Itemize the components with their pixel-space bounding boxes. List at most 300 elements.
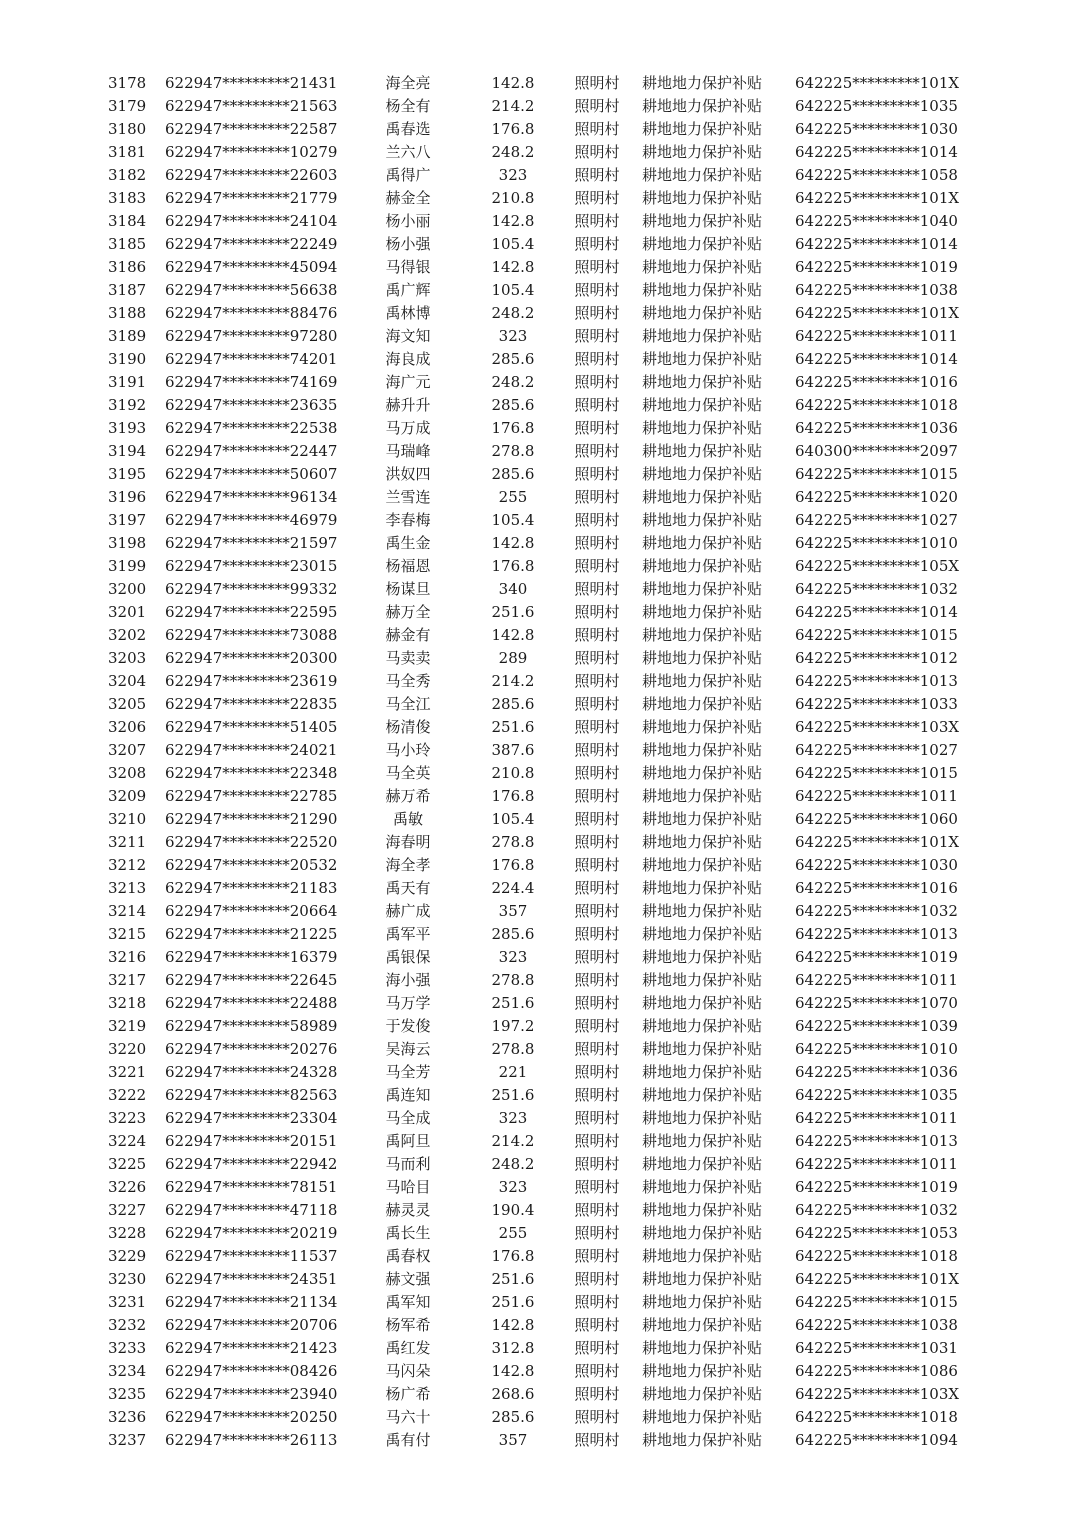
subsidy-amount: 210.8: [491, 189, 535, 207]
row-number: 3224: [108, 1132, 147, 1150]
subsidy-type: 耕地地力保护补贴: [642, 580, 763, 598]
person-name: 海良成: [385, 350, 431, 368]
account-number: 622947*********46979: [165, 511, 338, 529]
subsidy-amount: 176.8: [491, 787, 535, 805]
id-number: 642225*********1011: [795, 971, 958, 989]
row-number: 3196: [108, 488, 147, 506]
village-name: 照明村: [574, 511, 620, 529]
table-row: [0, 279, 1074, 302]
subsidy-type: 耕地地力保护补贴: [642, 258, 763, 276]
person-name: 兰六八: [385, 143, 431, 161]
person-name: 马六十: [385, 1408, 431, 1426]
subsidy-type: 耕地地力保护补贴: [642, 718, 763, 736]
id-number: 642225*********1018: [795, 1408, 958, 1426]
table-row: [0, 969, 1074, 992]
table-row: [0, 1291, 1074, 1314]
account-number: 622947*********22538: [165, 419, 338, 437]
subsidy-type: 耕地地力保护补贴: [642, 557, 763, 575]
person-name: 禹生金: [385, 534, 431, 552]
person-name: 吴海云: [385, 1040, 431, 1058]
subsidy-amount: 285.6: [491, 396, 535, 414]
account-number: 622947*********22488: [165, 994, 338, 1012]
subsidy-amount: 323: [498, 1178, 528, 1196]
table-row: [0, 647, 1074, 670]
row-number: 3209: [108, 787, 147, 805]
village-name: 照明村: [574, 74, 620, 92]
table-row: [0, 1176, 1074, 1199]
account-number: 622947*********74201: [165, 350, 338, 368]
id-number: 642225*********1038: [795, 1316, 958, 1334]
row-number: 3178: [108, 74, 147, 92]
village-name: 照明村: [574, 741, 620, 759]
person-name: 杨小丽: [385, 212, 431, 230]
subsidy-type: 耕地地力保护补贴: [642, 442, 763, 460]
subsidy-type: 耕地地力保护补贴: [642, 879, 763, 897]
row-number: 3179: [108, 97, 147, 115]
subsidy-type: 耕地地力保护补贴: [642, 1063, 763, 1081]
account-number: 622947*********21183: [165, 879, 338, 897]
village-name: 照明村: [574, 1408, 620, 1426]
subsidy-amount: 176.8: [491, 1247, 535, 1265]
village-name: 照明村: [574, 166, 620, 184]
row-number: 3191: [108, 373, 147, 391]
person-name: 海小强: [385, 971, 431, 989]
id-number: 642225*********101X: [795, 74, 960, 92]
row-number: 3193: [108, 419, 147, 437]
village-name: 照明村: [574, 1063, 620, 1081]
id-number: 642225*********1027: [795, 511, 958, 529]
subsidy-type: 耕地地力保护补贴: [642, 327, 763, 345]
subsidy-type: 耕地地力保护补贴: [642, 396, 763, 414]
row-number: 3204: [108, 672, 147, 690]
village-name: 照明村: [574, 1178, 620, 1196]
row-number: 3202: [108, 626, 147, 644]
person-name: 禹林博: [385, 304, 431, 322]
subsidy-type: 耕地地力保护补贴: [642, 1270, 763, 1288]
village-name: 照明村: [574, 97, 620, 115]
subsidy-amount: 248.2: [491, 373, 535, 391]
subsidy-amount: 142.8: [491, 1316, 535, 1334]
table-row: [0, 1222, 1074, 1245]
table-row: [0, 302, 1074, 325]
row-number: 3207: [108, 741, 147, 759]
id-number: 642225*********103X: [795, 718, 960, 736]
subsidy-amount: 268.6: [491, 1385, 535, 1403]
id-number: 642225*********105X: [795, 557, 960, 575]
person-name: 禹长生: [385, 1224, 431, 1242]
account-number: 622947*********24021: [165, 741, 338, 759]
account-number: 622947*********22587: [165, 120, 338, 138]
table-row: [0, 1107, 1074, 1130]
row-number: 3212: [108, 856, 147, 874]
id-number: 642225*********1019: [795, 1178, 958, 1196]
subsidy-type: 耕地地力保护补贴: [642, 281, 763, 299]
row-number: 3192: [108, 396, 147, 414]
account-number: 622947*********21225: [165, 925, 338, 943]
account-number: 622947*********22520: [165, 833, 338, 851]
person-name: 赫灵灵: [385, 1201, 431, 1219]
subsidy-type: 耕地地力保护补贴: [642, 74, 763, 92]
subsidy-type: 耕地地力保护补贴: [642, 350, 763, 368]
village-name: 照明村: [574, 373, 620, 391]
subsidy-amount: 105.4: [491, 281, 535, 299]
village-name: 照明村: [574, 626, 620, 644]
account-number: 622947*********21290: [165, 810, 338, 828]
account-number: 622947*********51405: [165, 718, 338, 736]
person-name: 禹红发: [385, 1339, 431, 1357]
subsidy-amount: 190.4: [491, 1201, 535, 1219]
account-number: 622947*********21431: [165, 74, 338, 92]
row-number: 3197: [108, 511, 147, 529]
subsidy-amount: 142.8: [491, 212, 535, 230]
table-row: [0, 1015, 1074, 1038]
subsidy-type: 耕地地力保护补贴: [642, 1040, 763, 1058]
village-name: 照明村: [574, 1017, 620, 1035]
person-name: 禹连知: [385, 1086, 431, 1104]
id-number: 642225*********1015: [795, 626, 958, 644]
row-number: 3199: [108, 557, 147, 575]
person-name: 杨福恩: [385, 557, 431, 575]
id-number: 642225*********1035: [795, 1086, 958, 1104]
table-row: [0, 601, 1074, 624]
id-number: 642225*********103X: [795, 1385, 960, 1403]
subsidy-type: 耕地地力保护补贴: [642, 833, 763, 851]
subsidy-type: 耕地地力保护补贴: [642, 120, 763, 138]
id-number: 642225*********1014: [795, 235, 958, 253]
account-number: 622947*********58989: [165, 1017, 338, 1035]
id-number: 642225*********1035: [795, 97, 958, 115]
id-number: 642225*********1086: [795, 1362, 958, 1380]
account-number: 622947*********97280: [165, 327, 338, 345]
account-number: 622947*********45094: [165, 258, 338, 276]
id-number: 642225*********101X: [795, 189, 960, 207]
account-number: 622947*********20276: [165, 1040, 338, 1058]
table-row: [0, 808, 1074, 831]
table-row: [0, 716, 1074, 739]
table-row: [0, 118, 1074, 141]
account-number: 622947*********21134: [165, 1293, 338, 1311]
account-number: 622947*********96134: [165, 488, 338, 506]
subsidy-amount: 323: [498, 166, 528, 184]
id-number: 642225*********1032: [795, 902, 958, 920]
person-name: 禹敏: [392, 810, 423, 828]
subsidy-type: 耕地地力保护补贴: [642, 925, 763, 943]
person-name: 禹阿旦: [385, 1132, 431, 1150]
row-number: 3182: [108, 166, 147, 184]
village-name: 照明村: [574, 189, 620, 207]
row-number: 3217: [108, 971, 147, 989]
id-number: 642225*********1032: [795, 580, 958, 598]
table-row: [0, 348, 1074, 371]
account-number: 622947*********47118: [165, 1201, 338, 1219]
row-number: 3236: [108, 1408, 147, 1426]
village-name: 照明村: [574, 1431, 620, 1449]
subsidy-type: 耕地地力保护补贴: [642, 695, 763, 713]
village-name: 照明村: [574, 994, 620, 1012]
village-name: 照明村: [574, 879, 620, 897]
subsidy-amount: 142.8: [491, 74, 535, 92]
id-number: 642225*********1012: [795, 649, 958, 667]
subsidy-amount: 224.4: [491, 879, 535, 897]
row-number: 3226: [108, 1178, 147, 1196]
subsidy-amount: 323: [498, 327, 528, 345]
account-number: 622947*********21597: [165, 534, 338, 552]
table-row: [0, 417, 1074, 440]
person-name: 杨军希: [385, 1316, 431, 1334]
person-name: 马全芳: [385, 1063, 431, 1081]
row-number: 3220: [108, 1040, 147, 1058]
subsidy-amount: 312.8: [491, 1339, 535, 1357]
account-number: 622947*********16379: [165, 948, 338, 966]
table-row: [0, 1360, 1074, 1383]
subsidy-amount: 278.8: [491, 833, 535, 851]
subsidy-amount: 105.4: [491, 511, 535, 529]
table-row: [0, 1429, 1074, 1452]
account-number: 622947*********82563: [165, 1086, 338, 1104]
village-name: 照明村: [574, 442, 620, 460]
person-name: 禹军知: [385, 1293, 431, 1311]
id-number: 642225*********101X: [795, 304, 960, 322]
subsidy-amount: 105.4: [491, 235, 535, 253]
person-name: 马全成: [385, 1109, 431, 1127]
subsidy-amount: 221: [498, 1063, 528, 1081]
village-name: 照明村: [574, 1270, 620, 1288]
id-number: 642225*********1070: [795, 994, 958, 1012]
person-name: 马而利: [385, 1155, 431, 1173]
id-number: 642225*********1010: [795, 1040, 958, 1058]
row-number: 3188: [108, 304, 147, 322]
person-name: 兰雪连: [385, 488, 431, 506]
subsidy-amount: 357: [498, 1431, 528, 1449]
subsidy-amount: 255: [498, 488, 528, 506]
table-row: [0, 325, 1074, 348]
table-row: [0, 900, 1074, 923]
subsidy-amount: 197.2: [491, 1017, 535, 1035]
id-number: 642225*********1015: [795, 1293, 958, 1311]
table-row: [0, 693, 1074, 716]
account-number: 622947*********20664: [165, 902, 338, 920]
person-name: 赫升升: [385, 396, 431, 414]
row-number: 3198: [108, 534, 147, 552]
subsidy-amount: 323: [498, 948, 528, 966]
person-name: 马全英: [385, 764, 431, 782]
row-number: 3208: [108, 764, 147, 782]
row-number: 3183: [108, 189, 147, 207]
id-number: 642225*********1013: [795, 925, 958, 943]
village-name: 照明村: [574, 902, 620, 920]
account-number: 622947*********21563: [165, 97, 338, 115]
row-number: 3211: [108, 833, 147, 851]
table-row: [0, 739, 1074, 762]
row-number: 3185: [108, 235, 147, 253]
id-number: 642225*********1019: [795, 948, 958, 966]
account-number: 622947*********11537: [165, 1247, 338, 1265]
subsidy-amount: 289: [498, 649, 528, 667]
account-number: 622947*********22603: [165, 166, 338, 184]
id-number: 642225*********1013: [795, 672, 958, 690]
person-name: 海春明: [385, 833, 431, 851]
village-name: 照明村: [574, 833, 620, 851]
person-name: 马小玲: [385, 741, 431, 759]
id-number: 642225*********1018: [795, 396, 958, 414]
account-number: 622947*********23304: [165, 1109, 338, 1127]
person-name: 禹得广: [385, 166, 431, 184]
row-number: 3180: [108, 120, 147, 138]
village-name: 照明村: [574, 1040, 620, 1058]
row-number: 3218: [108, 994, 147, 1012]
person-name: 马全秀: [385, 672, 431, 690]
village-name: 照明村: [574, 534, 620, 552]
row-number: 3201: [108, 603, 147, 621]
person-name: 马全江: [385, 695, 431, 713]
id-number: 642225*********1030: [795, 856, 958, 874]
subsidy-type: 耕地地力保护补贴: [642, 235, 763, 253]
table-row: [0, 1061, 1074, 1084]
table-row: [0, 1130, 1074, 1153]
table-row: [0, 95, 1074, 118]
village-name: 照明村: [574, 465, 620, 483]
account-number: 622947*********50607: [165, 465, 338, 483]
person-name: 海全孝: [385, 856, 431, 874]
table-row: [0, 1245, 1074, 1268]
account-number: 622947*********10279: [165, 143, 338, 161]
table-row: [0, 923, 1074, 946]
subsidy-type: 耕地地力保护补贴: [642, 787, 763, 805]
person-name: 于发俊: [385, 1017, 431, 1035]
person-name: 马瑞峰: [385, 442, 431, 460]
subsidy-type: 耕地地力保护补贴: [642, 1247, 763, 1265]
village-name: 照明村: [574, 925, 620, 943]
id-number: 642225*********101X: [795, 833, 960, 851]
id-number: 642225*********1040: [795, 212, 958, 230]
row-number: 3186: [108, 258, 147, 276]
account-number: 622947*********22835: [165, 695, 338, 713]
person-name: 赫万全: [385, 603, 431, 621]
account-number: 622947*********20250: [165, 1408, 338, 1426]
table-row: [0, 509, 1074, 532]
village-name: 照明村: [574, 1362, 620, 1380]
id-number: 642225*********1011: [795, 1109, 958, 1127]
village-name: 照明村: [574, 488, 620, 506]
subsidy-amount: 255: [498, 1224, 528, 1242]
table-row: [0, 72, 1074, 95]
id-number: 642225*********1016: [795, 373, 958, 391]
row-number: 3210: [108, 810, 147, 828]
subsidy-type: 耕地地力保护补贴: [642, 1086, 763, 1104]
row-number: 3228: [108, 1224, 147, 1242]
person-name: 马哈目: [385, 1178, 431, 1196]
subsidy-type: 耕地地力保护补贴: [642, 143, 763, 161]
account-number: 622947*********24328: [165, 1063, 338, 1081]
village-name: 照明村: [574, 1109, 620, 1127]
subsidy-type: 耕地地力保护补贴: [642, 419, 763, 437]
id-number: 642225*********1039: [795, 1017, 958, 1035]
table-row: [0, 1406, 1074, 1429]
person-name: 马万成: [385, 419, 431, 437]
subsidy-amount: 142.8: [491, 534, 535, 552]
village-name: 照明村: [574, 1339, 620, 1357]
row-number: 3227: [108, 1201, 147, 1219]
row-number: 3222: [108, 1086, 147, 1104]
subsidy-amount: 387.6: [491, 741, 535, 759]
village-name: 照明村: [574, 212, 620, 230]
village-name: 照明村: [574, 1316, 620, 1334]
row-number: 3225: [108, 1155, 147, 1173]
id-number: 642225*********1027: [795, 741, 958, 759]
village-name: 照明村: [574, 649, 620, 667]
person-name: 赫金全: [385, 189, 431, 207]
village-name: 照明村: [574, 764, 620, 782]
account-number: 622947*********99332: [165, 580, 338, 598]
person-name: 海全亮: [385, 74, 431, 92]
table-row: [0, 141, 1074, 164]
table-row: [0, 1337, 1074, 1360]
subsidy-type: 耕地地力保护补贴: [642, 373, 763, 391]
table-row: [0, 831, 1074, 854]
subsidy-amount: 278.8: [491, 971, 535, 989]
id-number: 642225*********1011: [795, 787, 958, 805]
account-number: 622947*********26113: [165, 1431, 338, 1449]
id-number: 642225*********1014: [795, 143, 958, 161]
table-row: [0, 762, 1074, 785]
id-number: 642225*********1016: [795, 879, 958, 897]
subsidy-type: 耕地地力保护补贴: [642, 626, 763, 644]
account-number: 622947*********20300: [165, 649, 338, 667]
id-number: 642225*********1036: [795, 1063, 958, 1081]
row-number: 3235: [108, 1385, 147, 1403]
subsidy-amount: 105.4: [491, 810, 535, 828]
id-number: 642225*********1019: [795, 258, 958, 276]
account-number: 622947*********23015: [165, 557, 338, 575]
village-name: 照明村: [574, 350, 620, 368]
subsidy-amount: 176.8: [491, 557, 535, 575]
subsidy-amount: 285.6: [491, 925, 535, 943]
village-name: 照明村: [574, 1385, 620, 1403]
person-name: 洪奴四: [385, 465, 431, 483]
subsidy-type: 耕地地力保护补贴: [642, 902, 763, 920]
table-row: [0, 532, 1074, 555]
village-name: 照明村: [574, 327, 620, 345]
account-number: 622947*********24104: [165, 212, 338, 230]
table-row: [0, 394, 1074, 417]
row-number: 3215: [108, 925, 147, 943]
row-number: 3229: [108, 1247, 147, 1265]
subsidy-amount: 142.8: [491, 1362, 535, 1380]
subsidy-amount: 251.6: [491, 603, 535, 621]
subsidy-amount: 248.2: [491, 143, 535, 161]
table-row: [0, 210, 1074, 233]
table-row: [0, 555, 1074, 578]
table-row: [0, 946, 1074, 969]
subsidy-type: 耕地地力保护补贴: [642, 166, 763, 184]
subsidy-amount: 176.8: [491, 419, 535, 437]
subsidy-type: 耕地地力保护补贴: [642, 465, 763, 483]
row-number: 3221: [108, 1063, 147, 1081]
account-number: 622947*********20219: [165, 1224, 338, 1242]
person-name: 马卖卖: [385, 649, 431, 667]
subsidy-type: 耕地地力保护补贴: [642, 1178, 763, 1196]
subsidy-type: 耕地地力保护补贴: [642, 1293, 763, 1311]
subsidy-type: 耕地地力保护补贴: [642, 1109, 763, 1127]
account-number: 622947*********23619: [165, 672, 338, 690]
row-number: 3232: [108, 1316, 147, 1334]
id-number: 642225*********1031: [795, 1339, 958, 1357]
subsidy-amount: 210.8: [491, 764, 535, 782]
subsidy-amount: 251.6: [491, 1270, 535, 1288]
person-name: 禹天有: [385, 879, 431, 897]
table-row: [0, 187, 1074, 210]
village-name: 照明村: [574, 971, 620, 989]
